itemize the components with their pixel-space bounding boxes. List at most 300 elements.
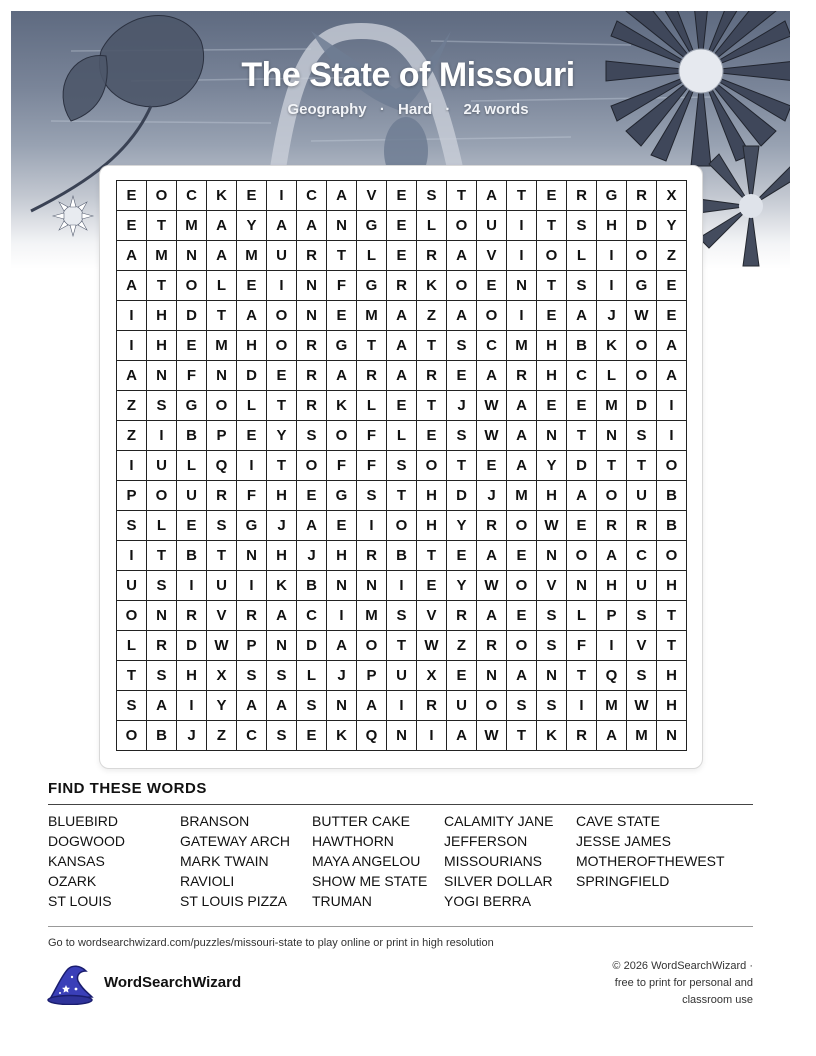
grid-cell[interactable]: A [297,511,327,541]
grid-cell[interactable]: K [537,721,567,751]
grid-cell[interactable]: A [657,361,687,391]
grid-cell[interactable]: A [387,331,417,361]
grid-cell[interactable]: N [567,571,597,601]
grid-cell[interactable]: O [477,301,507,331]
grid-cell[interactable]: Q [357,721,387,751]
grid-cell[interactable]: T [357,331,387,361]
grid-cell[interactable]: E [387,391,417,421]
grid-cell[interactable]: Q [207,451,237,481]
grid-cell[interactable]: Y [537,451,567,481]
grid-cell[interactable]: N [237,541,267,571]
grid-cell[interactable]: O [267,301,297,331]
grid-cell[interactable]: A [117,271,147,301]
grid-cell[interactable]: A [447,721,477,751]
grid-cell[interactable]: S [447,331,477,361]
grid-cell[interactable]: N [597,421,627,451]
grid-cell[interactable]: Z [417,301,447,331]
grid-cell[interactable]: D [237,361,267,391]
grid-cell[interactable]: E [327,301,357,331]
grid-cell[interactable]: A [327,631,357,661]
grid-cell[interactable]: B [387,541,417,571]
grid-cell[interactable]: T [417,541,447,571]
grid-cell[interactable]: C [177,181,207,211]
grid-cell[interactable]: Z [207,721,237,751]
grid-cell[interactable]: S [387,601,417,631]
grid-cell[interactable]: V [537,571,567,601]
grid-cell[interactable]: A [237,301,267,331]
grid-cell[interactable]: U [147,451,177,481]
grid-cell[interactable]: I [237,571,267,601]
grid-cell[interactable]: L [117,631,147,661]
grid-cell[interactable]: E [447,361,477,391]
grid-cell[interactable]: S [537,601,567,631]
grid-cell[interactable]: S [267,661,297,691]
grid-cell[interactable]: M [627,721,657,751]
grid-cell[interactable]: R [627,181,657,211]
grid-cell[interactable]: O [357,631,387,661]
grid-cell[interactable]: R [567,181,597,211]
grid-cell[interactable]: K [207,181,237,211]
grid-cell[interactable]: Y [657,211,687,241]
grid-cell[interactable]: A [237,691,267,721]
grid-cell[interactable]: O [387,511,417,541]
grid-cell[interactable]: Q [597,661,627,691]
grid-cell[interactable]: I [657,421,687,451]
grid-cell[interactable]: H [417,511,447,541]
grid-cell[interactable]: A [477,361,507,391]
grid-cell[interactable]: J [297,541,327,571]
grid-cell[interactable]: H [657,571,687,601]
grid-cell[interactable]: O [117,601,147,631]
grid-cell[interactable]: T [567,661,597,691]
grid-cell[interactable]: A [207,241,237,271]
grid-cell[interactable]: I [147,421,177,451]
grid-cell[interactable]: I [117,451,147,481]
grid-cell[interactable]: W [477,391,507,421]
grid-cell[interactable]: B [297,571,327,601]
grid-cell[interactable]: R [297,361,327,391]
grid-cell[interactable]: S [627,601,657,631]
grid-cell[interactable]: F [357,421,387,451]
grid-cell[interactable]: I [597,241,627,271]
grid-cell[interactable]: R [357,361,387,391]
grid-cell[interactable]: A [507,451,537,481]
grid-cell[interactable]: V [207,601,237,631]
grid-cell[interactable]: T [657,601,687,631]
grid-cell[interactable]: E [567,511,597,541]
grid-cell[interactable]: T [417,391,447,421]
grid-cell[interactable]: T [507,181,537,211]
grid-cell[interactable]: G [597,181,627,211]
grid-cell[interactable]: U [477,211,507,241]
grid-cell[interactable]: E [177,331,207,361]
grid-cell[interactable]: T [447,181,477,211]
grid-cell[interactable]: A [327,181,357,211]
grid-cell[interactable]: E [447,541,477,571]
grid-cell[interactable]: N [147,361,177,391]
grid-cell[interactable]: P [237,631,267,661]
grid-cell[interactable]: J [477,481,507,511]
grid-cell[interactable]: A [267,211,297,241]
grid-cell[interactable]: L [357,241,387,271]
grid-cell[interactable]: K [327,391,357,421]
grid-cell[interactable]: O [447,271,477,301]
grid-cell[interactable]: H [147,301,177,331]
grid-cell[interactable]: X [207,661,237,691]
grid-cell[interactable]: V [357,181,387,211]
grid-cell[interactable]: K [417,271,447,301]
grid-cell[interactable]: N [537,541,567,571]
grid-cell[interactable]: M [177,211,207,241]
grid-cell[interactable]: A [387,361,417,391]
grid-cell[interactable]: R [477,511,507,541]
grid-cell[interactable]: S [297,691,327,721]
grid-cell[interactable]: L [207,271,237,301]
grid-cell[interactable]: H [267,541,297,571]
grid-cell[interactable]: H [177,661,207,691]
grid-cell[interactable]: A [447,241,477,271]
grid-cell[interactable]: U [117,571,147,601]
grid-cell[interactable]: O [177,271,207,301]
grid-cell[interactable]: A [567,301,597,331]
grid-cell[interactable]: Y [447,571,477,601]
grid-cell[interactable]: D [177,631,207,661]
grid-cell[interactable]: S [147,661,177,691]
grid-cell[interactable]: E [537,181,567,211]
grid-cell[interactable]: Y [267,421,297,451]
grid-cell[interactable]: I [387,691,417,721]
grid-cell[interactable]: S [627,421,657,451]
grid-cell[interactable]: E [177,511,207,541]
grid-cell[interactable]: O [117,721,147,751]
grid-cell[interactable]: A [387,301,417,331]
grid-cell[interactable]: S [627,661,657,691]
grid-cell[interactable]: O [657,541,687,571]
grid-cell[interactable]: O [507,631,537,661]
grid-cell[interactable]: H [597,571,627,601]
grid-cell[interactable]: R [417,361,447,391]
grid-cell[interactable]: E [477,451,507,481]
grid-cell[interactable]: O [567,541,597,571]
grid-cell[interactable]: G [627,271,657,301]
grid-cell[interactable]: D [567,451,597,481]
grid-cell[interactable]: C [567,361,597,391]
grid-cell[interactable]: N [537,661,567,691]
grid-cell[interactable]: M [507,331,537,361]
grid-cell[interactable]: T [507,721,537,751]
grid-cell[interactable]: T [417,331,447,361]
grid-cell[interactable]: F [177,361,207,391]
grid-cell[interactable]: O [597,481,627,511]
grid-cell[interactable]: L [357,391,387,421]
grid-cell[interactable]: I [597,271,627,301]
grid-cell[interactable]: M [357,601,387,631]
grid-cell[interactable]: I [507,301,537,331]
grid-cell[interactable]: J [447,391,477,421]
grid-cell[interactable]: W [477,421,507,451]
grid-cell[interactable]: H [657,691,687,721]
grid-cell[interactable]: H [147,331,177,361]
grid-cell[interactable]: H [657,661,687,691]
grid-cell[interactable]: L [147,511,177,541]
grid-cell[interactable]: H [537,361,567,391]
grid-cell[interactable]: E [417,571,447,601]
grid-cell[interactable]: A [567,481,597,511]
grid-cell[interactable]: N [387,721,417,751]
letter-grid[interactable] [116,180,687,751]
grid-cell[interactable]: O [147,481,177,511]
grid-cell[interactable]: S [237,661,267,691]
grid-cell[interactable]: H [327,541,357,571]
grid-cell[interactable]: F [237,481,267,511]
grid-cell[interactable]: C [297,181,327,211]
grid-cell[interactable]: U [627,571,657,601]
grid-cell[interactable]: E [387,211,417,241]
grid-cell[interactable]: I [507,211,537,241]
grid-cell[interactable]: G [357,211,387,241]
grid-cell[interactable]: N [297,271,327,301]
grid-cell[interactable]: J [597,301,627,331]
grid-cell[interactable]: P [207,421,237,451]
grid-cell[interactable]: E [117,211,147,241]
grid-cell[interactable]: E [537,301,567,331]
grid-cell[interactable]: B [177,541,207,571]
grid-cell[interactable]: E [507,601,537,631]
grid-cell[interactable]: J [177,721,207,751]
grid-cell[interactable]: S [117,511,147,541]
grid-cell[interactable]: D [447,481,477,511]
grid-cell[interactable]: E [447,661,477,691]
grid-cell[interactable]: S [387,451,417,481]
grid-cell[interactable]: B [177,421,207,451]
grid-cell[interactable]: P [597,601,627,631]
grid-cell[interactable]: W [417,631,447,661]
grid-cell[interactable]: E [657,271,687,301]
grid-cell[interactable]: X [657,181,687,211]
grid-cell[interactable]: Y [207,691,237,721]
grid-cell[interactable]: C [627,541,657,571]
grid-cell[interactable]: K [267,571,297,601]
grid-cell[interactable]: U [207,571,237,601]
grid-cell[interactable]: T [387,481,417,511]
grid-cell[interactable]: I [507,241,537,271]
grid-cell[interactable]: R [417,241,447,271]
grid-cell[interactable]: S [417,181,447,211]
grid-cell[interactable]: F [357,451,387,481]
grid-cell[interactable]: N [207,361,237,391]
grid-cell[interactable]: S [297,421,327,451]
grid-cell[interactable]: U [447,691,477,721]
grid-cell[interactable]: G [327,331,357,361]
grid-cell[interactable]: I [387,571,417,601]
grid-cell[interactable]: N [327,571,357,601]
grid-cell[interactable]: W [627,691,657,721]
grid-cell[interactable]: T [267,451,297,481]
grid-cell[interactable]: N [327,691,357,721]
grid-cell[interactable]: T [267,391,297,421]
grid-cell[interactable]: I [237,451,267,481]
grid-cell[interactable]: A [327,361,357,391]
grid-cell[interactable]: S [147,571,177,601]
grid-cell[interactable]: R [297,331,327,361]
grid-cell[interactable]: S [507,691,537,721]
grid-cell[interactable]: P [117,481,147,511]
grid-cell[interactable]: N [357,571,387,601]
grid-cell[interactable]: W [477,571,507,601]
grid-cell[interactable]: E [567,391,597,421]
grid-cell[interactable]: J [327,661,357,691]
grid-cell[interactable]: S [447,421,477,451]
grid-cell[interactable]: H [597,211,627,241]
grid-cell[interactable]: L [567,241,597,271]
grid-cell[interactable]: N [177,241,207,271]
grid-cell[interactable]: I [267,271,297,301]
grid-cell[interactable]: R [507,361,537,391]
grid-cell[interactable]: A [477,601,507,631]
grid-cell[interactable]: W [477,721,507,751]
grid-cell[interactable]: P [357,661,387,691]
grid-cell[interactable]: B [657,481,687,511]
grid-cell[interactable]: K [597,331,627,361]
grid-cell[interactable]: M [147,241,177,271]
grid-cell[interactable]: I [657,391,687,421]
grid-cell[interactable]: G [237,511,267,541]
grid-cell[interactable]: O [147,181,177,211]
grid-cell[interactable]: M [507,481,537,511]
grid-cell[interactable]: I [267,181,297,211]
grid-cell[interactable]: H [537,481,567,511]
grid-cell[interactable]: E [237,271,267,301]
grid-cell[interactable]: J [267,511,297,541]
grid-cell[interactable]: R [297,391,327,421]
grid-cell[interactable]: W [207,631,237,661]
grid-cell[interactable]: R [237,601,267,631]
grid-cell[interactable]: N [477,661,507,691]
grid-cell[interactable]: T [567,421,597,451]
grid-cell[interactable]: T [597,451,627,481]
grid-cell[interactable]: I [417,721,447,751]
grid-cell[interactable]: A [477,541,507,571]
grid-cell[interactable]: O [507,511,537,541]
grid-cell[interactable]: Z [117,391,147,421]
grid-cell[interactable]: E [417,421,447,451]
grid-cell[interactable]: M [357,301,387,331]
grid-cell[interactable]: U [627,481,657,511]
grid-cell[interactable]: R [357,541,387,571]
grid-cell[interactable]: A [507,391,537,421]
grid-cell[interactable]: L [237,391,267,421]
grid-cell[interactable]: R [627,511,657,541]
grid-cell[interactable]: O [207,391,237,421]
grid-cell[interactable]: R [177,601,207,631]
grid-cell[interactable]: R [387,271,417,301]
grid-cell[interactable]: I [567,691,597,721]
grid-cell[interactable]: O [537,241,567,271]
grid-cell[interactable]: R [147,631,177,661]
grid-cell[interactable]: T [207,301,237,331]
grid-cell[interactable]: U [177,481,207,511]
grid-cell[interactable]: B [657,511,687,541]
grid-cell[interactable]: E [327,511,357,541]
grid-cell[interactable]: E [507,541,537,571]
grid-cell[interactable]: E [267,361,297,391]
grid-cell[interactable]: V [627,631,657,661]
grid-cell[interactable]: G [177,391,207,421]
footer-link-text[interactable]: Go to wordsearchwizard.com/puzzles/missouri-state to play online or print in high resolution [48,937,494,949]
grid-cell[interactable]: A [507,661,537,691]
brand-name[interactable]: WordSearchWizard [104,974,242,991]
grid-cell[interactable]: A [477,181,507,211]
grid-cell[interactable]: E [237,181,267,211]
grid-cell[interactable]: E [477,271,507,301]
grid-cell[interactable]: B [147,721,177,751]
grid-cell[interactable]: S [567,271,597,301]
grid-cell[interactable]: E [657,301,687,331]
grid-cell[interactable]: T [657,631,687,661]
grid-cell[interactable]: E [387,241,417,271]
grid-cell[interactable]: F [567,631,597,661]
grid-cell[interactable]: L [387,421,417,451]
grid-cell[interactable]: I [177,571,207,601]
grid-cell[interactable]: R [207,481,237,511]
grid-cell[interactable]: M [237,241,267,271]
grid-cell[interactable]: R [567,721,597,751]
grid-cell[interactable]: Z [657,241,687,271]
grid-cell[interactable]: T [387,631,417,661]
grid-cell[interactable]: Y [237,211,267,241]
grid-cell[interactable]: L [297,661,327,691]
grid-cell[interactable]: V [417,601,447,631]
grid-cell[interactable]: T [327,241,357,271]
grid-cell[interactable]: I [177,691,207,721]
grid-cell[interactable]: I [117,541,147,571]
grid-cell[interactable]: M [207,331,237,361]
grid-cell[interactable]: M [597,691,627,721]
grid-cell[interactable]: E [297,721,327,751]
grid-cell[interactable]: N [507,271,537,301]
grid-cell[interactable]: A [507,421,537,451]
grid-cell[interactable]: I [117,331,147,361]
grid-cell[interactable]: A [117,361,147,391]
grid-cell[interactable]: U [387,661,417,691]
grid-cell[interactable]: A [297,211,327,241]
grid-cell[interactable]: D [627,391,657,421]
grid-cell[interactable]: N [657,721,687,751]
grid-cell[interactable]: R [447,601,477,631]
grid-cell[interactable]: S [147,391,177,421]
grid-cell[interactable]: T [147,211,177,241]
grid-cell[interactable]: A [147,691,177,721]
grid-cell[interactable]: H [537,331,567,361]
grid-cell[interactable]: S [207,511,237,541]
grid-cell[interactable]: X [417,661,447,691]
grid-cell[interactable]: L [417,211,447,241]
grid-cell[interactable]: A [447,301,477,331]
grid-cell[interactable]: H [237,331,267,361]
grid-cell[interactable]: A [657,331,687,361]
grid-cell[interactable]: E [537,391,567,421]
grid-cell[interactable]: S [267,721,297,751]
grid-cell[interactable]: G [327,481,357,511]
grid-cell[interactable]: I [117,301,147,331]
grid-cell[interactable]: A [267,691,297,721]
grid-cell[interactable]: R [597,511,627,541]
grid-cell[interactable]: R [297,241,327,271]
grid-cell[interactable]: O [627,331,657,361]
grid-cell[interactable]: D [297,631,327,661]
grid-cell[interactable]: T [537,271,567,301]
grid-cell[interactable]: G [357,271,387,301]
